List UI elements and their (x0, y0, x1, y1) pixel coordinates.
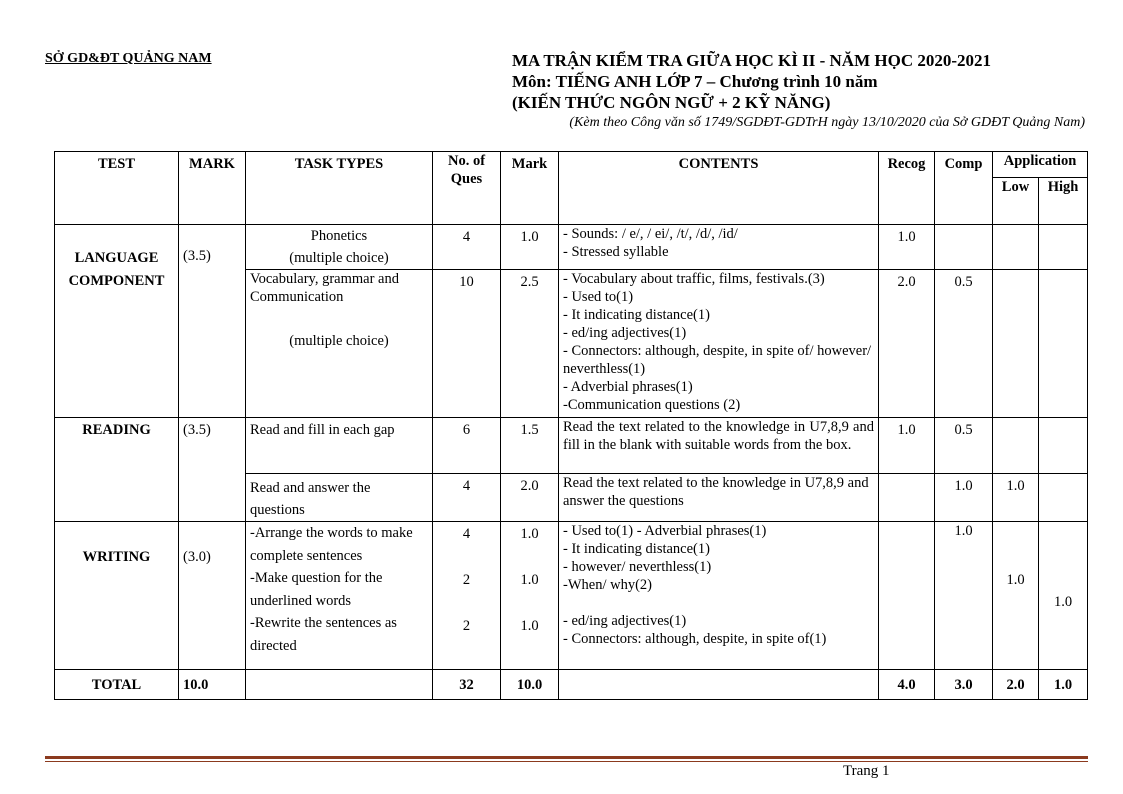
content-line: - Vocabulary about traffic, films, festivals.(3) (563, 271, 825, 287)
writing-ques-value: 2 (462, 618, 471, 634)
vocab-task-title: Vocabulary, grammar and Communication (250, 271, 399, 305)
total-label: TOTAL (55, 670, 179, 700)
vocab-mark: 2.5 (501, 270, 559, 418)
title-line-3: (KIẾN THỨC NGÔN NGỮ + 2 KỸ NĂNG) (512, 93, 831, 112)
total-mark-2: 10.0 (501, 670, 559, 700)
header-test: TEST (55, 152, 179, 225)
reading-answer-contents: Read the text related to the knowledge in U7,8,9 and answer the questions (559, 474, 879, 522)
title-line-1: MA TRẬN KIỂM TRA GIỮA HỌC KÌ II - NĂM HỌC 2020-2021 (512, 51, 992, 70)
writing-high: 1.0 (1039, 522, 1088, 670)
reading-answer-ques: 4 (433, 474, 501, 522)
reading-fill-contents: Read the text related to the knowledge in U7,8,9 and fill in the blank with suitable words from the box. (559, 418, 879, 474)
reading-fill-mark: 1.5 (501, 418, 559, 474)
reading-fill-row (55, 418, 1088, 474)
writing-row (55, 522, 1088, 670)
phonetics-contents (559, 225, 879, 270)
footer-rule-thick (45, 756, 1088, 759)
total-recog: 4.0 (879, 670, 935, 700)
writing-marks (501, 522, 559, 670)
header-mark-2: Mark (501, 152, 559, 225)
writing-comp: 1.0 (935, 522, 993, 670)
writing-label: WRITING (55, 522, 179, 670)
page-number: Trang 1 (843, 763, 890, 779)
official-note: (Kèm theo Công văn số 1749/SGDĐT-GDTrH ngày 13/10/2020 của Sở GDĐT Quảng Nam) (569, 115, 1085, 130)
reading-label: READING (55, 418, 179, 522)
writing-ques-value: 4 (462, 526, 471, 542)
vocab-high (1039, 270, 1088, 418)
phonetics-task (246, 225, 433, 270)
phonetics-comp (935, 225, 993, 270)
total-row (55, 670, 1088, 700)
reading-fill-comp: 0.5 (935, 418, 993, 474)
vocab-ques: 10 (433, 270, 501, 418)
footer-rule-thin (45, 761, 1088, 762)
writing-tasks (246, 522, 433, 670)
reading-fill-task: Read and fill in each gap (246, 418, 433, 474)
header-no-of-ques: No. of Ques (433, 152, 501, 225)
writing-task: -Arrange the words to make complete sentences (250, 525, 413, 564)
vocab-comp: 0.5 (935, 270, 993, 418)
writing-mark-value: 1.0 (520, 526, 539, 542)
total-low: 2.0 (993, 670, 1039, 700)
writing-mark-value: 1.0 (520, 572, 539, 588)
total-comp: 3.0 (935, 670, 993, 700)
document-title (512, 50, 991, 113)
vocab-contents (559, 270, 879, 418)
reading-fill-high (1039, 418, 1088, 474)
content-spacer (563, 594, 874, 612)
content-line: - Connectors: although, despite, in spite of(1) (563, 631, 827, 647)
vocab-recog: 2.0 (879, 270, 935, 418)
content-line: - ed/ing adjectives(1) (563, 613, 687, 629)
reading-answer-task: Read and answer the questions (246, 474, 433, 522)
writing-mark: (3.0) (179, 522, 246, 670)
language-mark: (3.5) (179, 225, 246, 418)
reading-answer-recog (879, 474, 935, 522)
content-line: - Connectors: although, despite, in spite of/ however/ neverthless(1) (563, 343, 872, 377)
writing-recog (879, 522, 935, 670)
writing-task: -Make question for the underlined words (250, 570, 383, 609)
header-contents: CONTENTS (559, 152, 879, 225)
phonetics-high (1039, 225, 1088, 270)
vocab-task (246, 270, 433, 418)
content-line: - Stressed syllable (563, 244, 669, 260)
total-task-types (246, 670, 433, 700)
vocab-task-format: (multiple choice) (289, 333, 389, 349)
total-mark: 10.0 (179, 670, 246, 700)
writing-ques (433, 522, 501, 670)
language-component-label: LANGUAGE COMPONENT (55, 225, 179, 418)
phonetics-mark: 1.0 (501, 225, 559, 270)
header-low: Low (993, 178, 1039, 225)
header-high: High (1039, 178, 1088, 225)
total-ques: 32 (433, 670, 501, 700)
content-line: - however/ neverthless(1) (563, 559, 712, 575)
content-line: - It indicating distance(1) (563, 307, 710, 323)
phonetics-recog: 1.0 (879, 225, 935, 270)
content-line: -When/ why(2) (563, 577, 652, 593)
reading-answer-high (1039, 474, 1088, 522)
writing-mark-value: 1.0 (520, 618, 539, 634)
total-high: 1.0 (1039, 670, 1088, 700)
header-recog: Recog (879, 152, 935, 225)
reading-mark: (3.5) (179, 418, 246, 522)
header-mark: MARK (179, 152, 246, 225)
content-line: - ed/ing adjectives(1) (563, 325, 687, 341)
vocab-low (993, 270, 1039, 418)
reading-answer-low: 1.0 (993, 474, 1039, 522)
phonetics-low (993, 225, 1039, 270)
reading-fill-low (993, 418, 1039, 474)
reading-answer-comp: 1.0 (935, 474, 993, 522)
writing-task: -Rewrite the sentences as directed (250, 615, 397, 654)
reading-answer-mark: 2.0 (501, 474, 559, 522)
writing-ques-value: 2 (462, 572, 471, 588)
total-contents (559, 670, 879, 700)
writing-low: 1.0 (993, 522, 1039, 670)
language-phonetics-row (55, 225, 1088, 270)
content-line: - Sounds: / e/, / ei/, /t/, /d/, /id/ (563, 226, 738, 242)
content-line: -Communication questions (2) (563, 397, 741, 413)
header-task-types: TASK TYPES (246, 152, 433, 225)
header-application: Application (993, 152, 1088, 178)
content-line: - Adverbial phrases(1) (563, 379, 693, 395)
content-line: - Used to(1) (563, 289, 634, 305)
title-line-2: Môn: TIẾNG ANH LỚP 7 – Chương trình 10 năm (512, 72, 878, 91)
header-comp: Comp (935, 152, 993, 225)
test-matrix-table (54, 151, 1088, 700)
phonetics-ques: 4 (433, 225, 501, 270)
content-line: - Used to(1) - Adverbial phrases(1) (563, 523, 767, 539)
phonetics-task-format: (multiple choice) (289, 250, 389, 266)
phonetics-task-title: Phonetics (310, 228, 368, 244)
header-row (55, 152, 1088, 178)
department-name: SỞ GD&ĐT QUẢNG NAM (45, 51, 212, 66)
writing-contents (559, 522, 879, 670)
reading-fill-recog: 1.0 (879, 418, 935, 474)
reading-fill-ques: 6 (433, 418, 501, 474)
content-line: - It indicating distance(1) (563, 541, 710, 557)
